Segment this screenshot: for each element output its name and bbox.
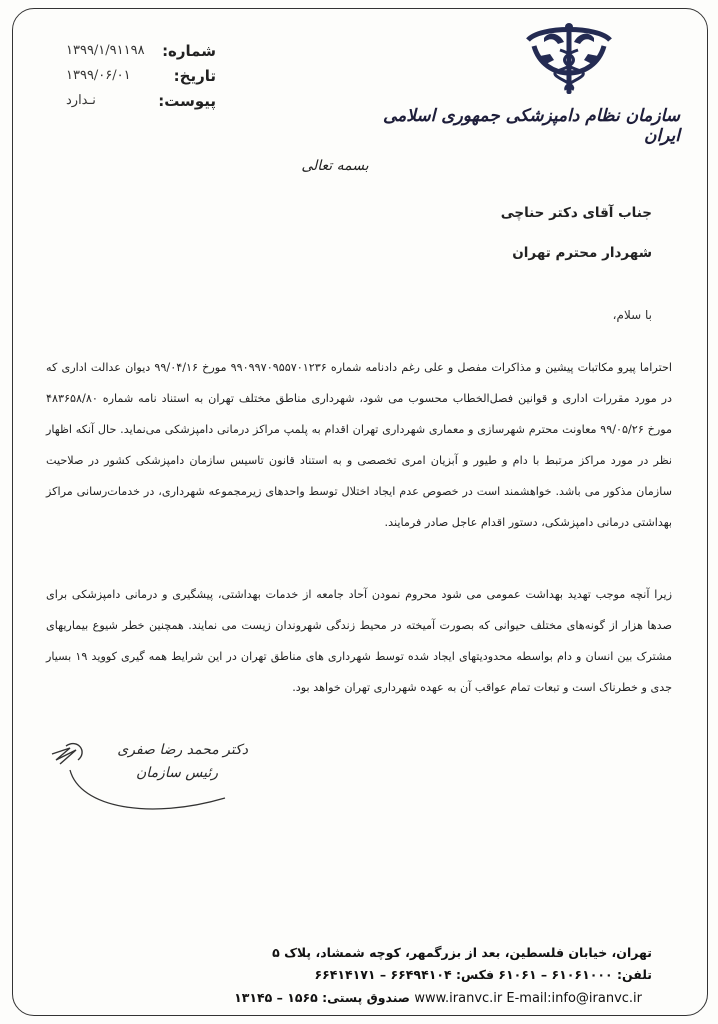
footer-address-row <box>92 945 652 960</box>
footer-web-email: www.iranvc.ir E-mail:info@iranvc.ir <box>414 991 642 1006</box>
salutation: با سلام، <box>612 308 652 322</box>
attachment-value: نـدارد <box>66 93 96 108</box>
caduceus-cow-logo-icon <box>520 20 618 100</box>
basmala: بسمه تعالی <box>301 158 369 174</box>
letter-meta <box>66 38 216 113</box>
meta-number-row <box>66 38 216 63</box>
body-paragraph-2: زیرا آنچه موجب تهدید بهداشت عمومی می شود محروم نمودن آحاد جامعه از خدمات بهداشتی، پیشگیری و درمانی دامپزشکی برای صدها هزار از گونه‌های مختلف حیوانی که بصورت آمیخته در محیط زندگی شهروندان زیست می نمایند. همچنین خطر شیوع بیماریهای مشترک بین انسان و دام بواسطه محدودیتهای ایجاد شده توسط شهرداری های مناطق تهران در این شرایط همه گیری کووید ۱۹ بسیار جدی و خطرناک است و تبعات تمام عواقب آن به عهده شهرداری تهران خواهد بود. <box>46 588 672 694</box>
footer-address: تهران، خیابان فلسطین، بعد از بزرگمهر، کوچه شمشاد، پلاک ۵ <box>272 945 652 960</box>
org-name: سازمان نظام دامپزشکی جمهوری اسلامی ایران <box>382 106 680 146</box>
footer-phone-row <box>92 967 652 982</box>
signature-flourish-icon <box>60 768 230 818</box>
signatory-name: دکتر محمد رضا صفری <box>117 742 248 758</box>
footer-contact-row <box>92 990 652 1006</box>
signatory-title: رئیس سازمان <box>136 765 218 781</box>
footer-phone: تلفن: ۶۱۰۶۱۰۰۰ – ۶۱۰۶۱ فکس: ۶۶۴۹۴۱۰۴ – ۶۶۴۱۴۱۷۱ <box>314 967 652 982</box>
meta-date-row <box>66 63 216 88</box>
date-value: ۱۳۹۹/۰۶/۰۱ <box>66 68 131 83</box>
footer-po-box: صندوق پستی: ۱۵۶۵ – ۱۳۱۴۵ <box>234 990 410 1005</box>
number-label: شماره: <box>162 41 216 60</box>
recipient-name: جناب آقای دکتر حناچی <box>500 205 652 221</box>
recipient-title: شهردار محترم تهران <box>512 245 652 261</box>
attachment-label: پیوست: <box>158 91 216 110</box>
body-paragraph-1: احتراما پیرو مکاتبات پیشین و مذاکرات مفصل و علی رغم دادنامه شماره ۹۹۰۹۹۷۰۹۵۵۷۰۱۲۳۶ مورخ ۹۹/۰۴/۱۶ دیوان عدالت اداری که در مورد مقررات اداری و قوانین فصل‌الخطاب محسوب می شود، شهرداری مناطق مختلف تهران به استناد نامه شماره ۴۸۳۶۵۸/۸۰ مورخ ۹۹/۰۵/۲۶ معاونت محترم شهرسازی و معماری شهرداری تهران اقدام به پلمپ مراکز درمانی دامپزشکی می‌نماید. حال آنکه اظهار نظر در مورد مراکز مرتبط با دام و طیور و آبزیان امری تخصصی و به استناد قانون تاسیس سازمان دامپزشکی کشور در صلاحیت سازمان مذکور می باشد. خواهشمند است در خصوص عدم ایجاد اختلال توسط واحدهای زیرمجموعه شهرداری، در خدمات‌رسانی مراکز بهداشتی درمانی دامپزشکی، دستور اقدام عاجل صادر فرمایند. <box>46 361 672 529</box>
org-logo <box>520 20 618 100</box>
meta-attachment-row <box>66 88 216 113</box>
number-value: ۱۳۹۹/۱/۹۱۱۹۸ <box>66 43 145 58</box>
date-label: تاریخ: <box>173 66 216 85</box>
